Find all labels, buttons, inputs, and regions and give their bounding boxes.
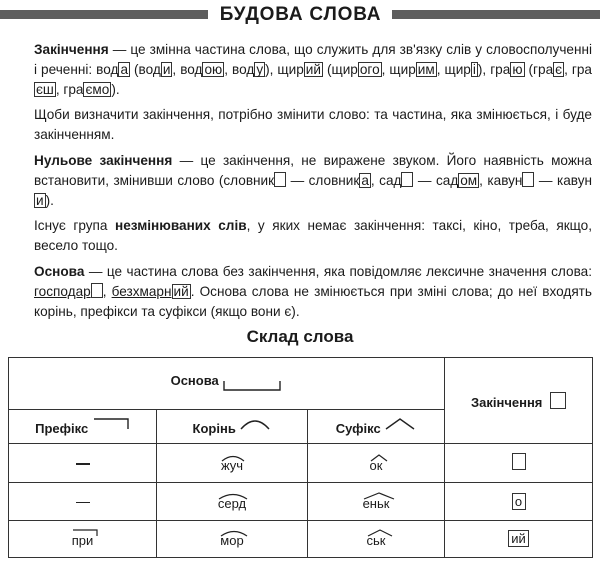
suffix-arc-icon (370, 454, 388, 462)
header-bar-right (392, 10, 600, 19)
root-cell: мор (157, 520, 308, 557)
prefix-cell: при (9, 520, 157, 557)
table-row (9, 444, 593, 483)
paragraph-how-to-find: Щоби визначити закінчення, потрібно змінити слово: та частина, яка змінюється, і буде закінченням. (34, 107, 592, 143)
suffix-cell: ськ (308, 520, 445, 557)
prefix-arc-icon (72, 529, 98, 537)
suffix-cell: ок (308, 444, 445, 483)
root-mark-icon (239, 417, 271, 431)
word-structure-table (8, 357, 593, 558)
prefix-mark-icon (92, 417, 130, 431)
paragraph-stem: Основа — це частина слова без закінчення, яка повідомляє лексичне значення слова: господар , безхмарн ий . Основа слова не змінюється при зміні слова; до неї входять корінь, префікси та суфікси (якщо вони є). (34, 263, 592, 319)
header-bar-left (0, 10, 208, 19)
prefix-cell (9, 444, 157, 483)
suffix-arc-icon (363, 492, 395, 500)
stem-mark-icon (222, 377, 282, 395)
root-cell: жуч (157, 444, 308, 483)
ending-mark-icon (550, 392, 566, 409)
page-title: БУДОВА СЛОВА (219, 4, 382, 25)
prefix-cell (9, 483, 157, 520)
paragraph-zero-ending: Нульове закінчення — це закінчення, не виражене звуком. Його наявність можна встановити, змінивши слово (словник — словник а , сад — сад ом , кавун — кавуни ). (34, 152, 592, 208)
table-row (9, 520, 593, 557)
table-row (9, 483, 593, 520)
table-title: Склад слова (246, 327, 354, 346)
suffix-arc-icon (367, 529, 393, 537)
root-cell: серд (157, 483, 308, 520)
ending-cell: ий (445, 520, 593, 557)
suffix-cell: еньк (308, 483, 445, 520)
header-suffix: Суфікс (308, 410, 445, 444)
theory-text (8, 40, 592, 327)
ending-cell (445, 444, 593, 483)
root-arc-icon (218, 492, 248, 500)
paragraph-ending: Закінчення — це змінна частина слова, що служить для зв'язку слів у словосполученні і реченні: вод а (вод и , вод ою , вод у ), щир ий (щир ого , щир им , щир і ), гра ю (гра є , граєш , гра ємо ). (34, 42, 592, 97)
root-arc-icon (220, 529, 248, 537)
section-header (0, 4, 600, 26)
header-stem: Основа (9, 358, 445, 410)
root-arc-icon (221, 454, 245, 462)
paragraph-indeclinable: Існує група незмінюваних слів, у яких немає закінчення: таксі, кіно, треба, якщо, весело тощо. (34, 218, 593, 254)
ending-cell: о (445, 483, 593, 520)
header-ending: Закінчення (445, 358, 593, 444)
suffix-mark-icon (384, 417, 416, 431)
header-root: Корінь (157, 410, 308, 444)
header-prefix: Префікс (9, 410, 157, 444)
